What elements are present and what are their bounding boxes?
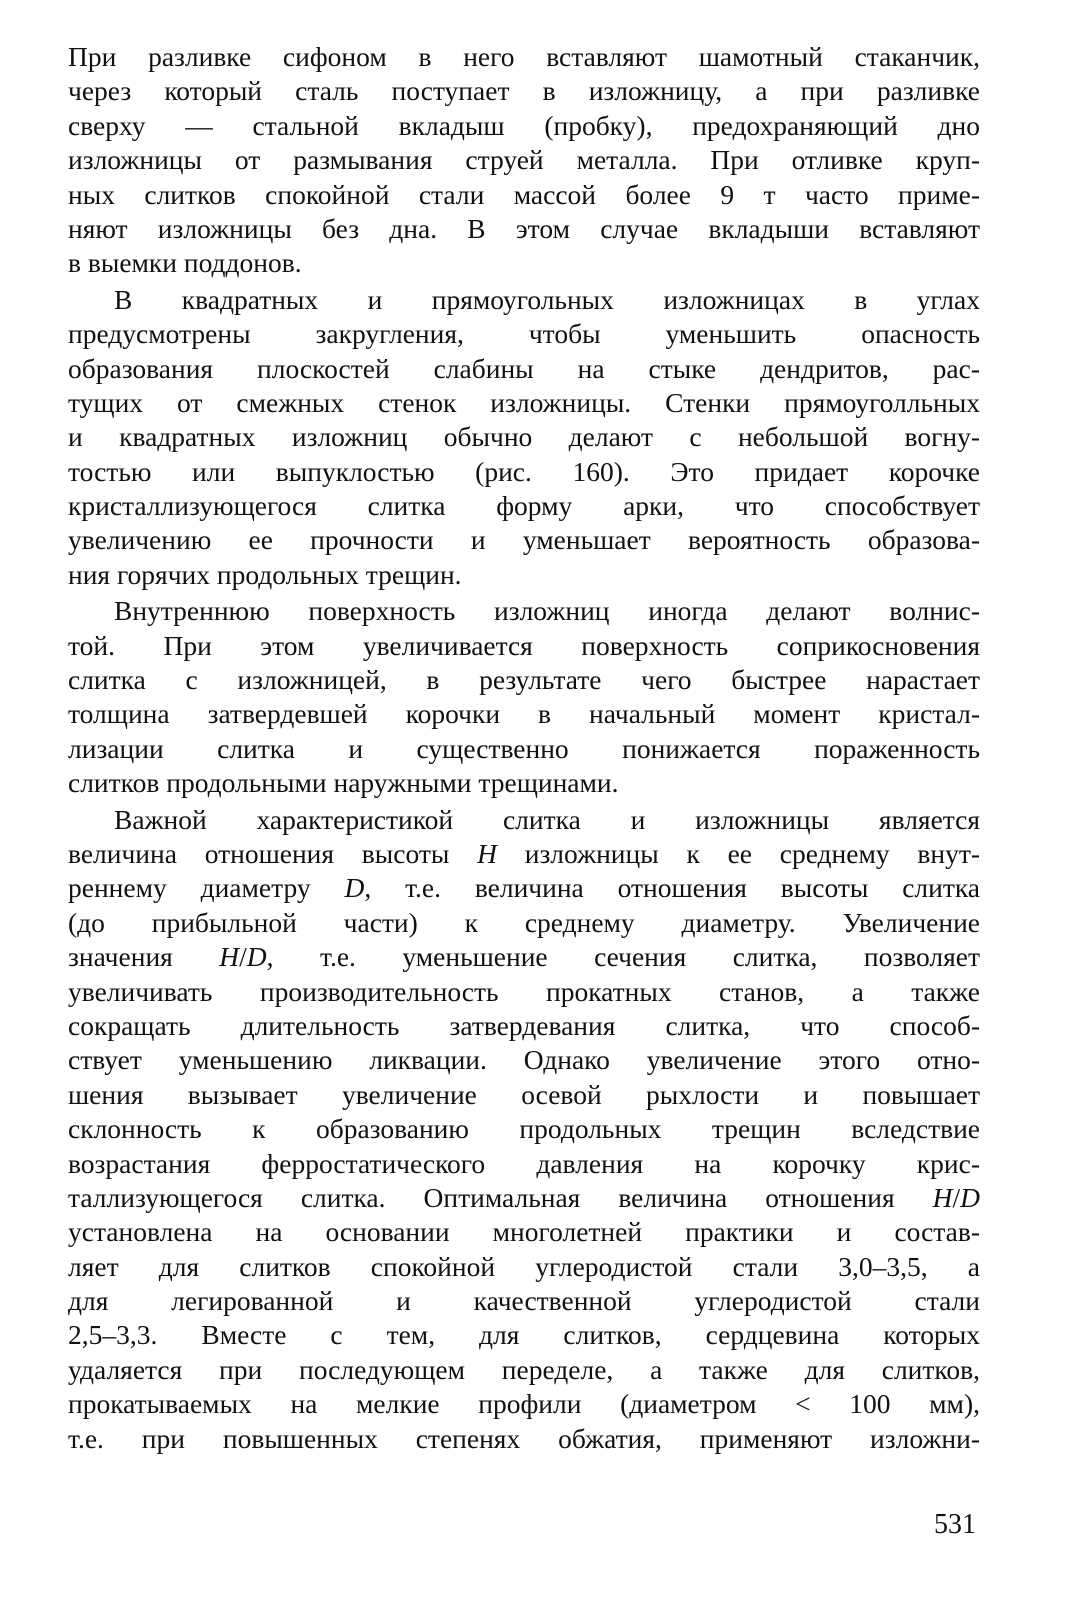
text-line: установлена на основании многолетней практики и состав- [68,1216,980,1248]
text-line: для легированной и качественной углеродистой стали [68,1285,980,1317]
page-body [68,40,980,1458]
text-line: ных слитков спокойной стали массой более 9 т часто приме- [68,178,980,210]
text-line: няют изложницы без дна. В этом случае вкладыши вставляют [68,212,980,244]
paragraph-1 [68,40,980,281]
text-line: и квадратных изложниц обычно делают с небольшой вогну- [68,421,980,453]
text-line: в выемки поддонов. [68,247,302,279]
text-line: значения H/D, т.е. уменьшение сечения слитка, позволяет [68,941,980,973]
text-line: сокращать длительность затвердевания слитка, что способ- [68,1009,980,1041]
text-line: слитка с изложницей, в результате чего быстрее нарастает [68,664,980,696]
text-line: При разливке сифоном в него вставляют шамотный стаканчик, [68,41,980,72]
text-line: удаляется при последующем переделе, а также для слитков, [68,1353,980,1385]
paragraph-2 [68,283,980,593]
text-line: той. При этом увеличивается поверхность соприкосновения [68,629,980,661]
text-line: увеличению ее прочности и уменьшает вероятность образова- [68,524,980,556]
text-line: Важной характеристикой слитка и изложницы является [114,803,980,835]
text-line: склонность к образованию продольных трещин вследствие [68,1113,980,1145]
text-line: слитков продольными наружными трещинами. [68,767,619,799]
text-line: 2,5–3,3. Вместе с тем, для слитков, сердцевина которых [68,1319,980,1351]
text-line: предусмотрены закругления, чтобы уменьшить опасность [68,318,980,350]
text-line: таллизующегося слитка. Оптимальная величина отношения H/D [68,1181,980,1213]
text-line: т.е. при повышенных степенях обжатия, применяют изложни- [68,1422,980,1454]
text-line: шения вызывает увеличение осевой рыхлости и повышает [68,1078,980,1110]
text-line: лизации слитка и существенно понижается пораженность [68,732,980,764]
text-line: через который сталь поступает в изложницу, а при разливке [68,75,980,107]
text-line: увеличивать производительность прокатных станов, а также [68,975,980,1007]
text-line: реннему диаметру D, т.е. величина отношения высоты слитка [68,872,980,904]
text-line: (до прибыльной части) к среднему диаметру. Увеличение [68,906,980,938]
text-line: ния горячих продольных трещин. [68,558,462,590]
text-line: В квадратных и прямоугольных изложницах в углах [114,283,980,315]
text-line: тостью или выпуклостью (рис. 160). Это придает корочке [68,455,980,487]
text-line: кристаллизующегося слитка форму арки, что способствует [68,490,980,522]
paragraph-4 [68,803,980,1456]
text-line: ствует уменьшению ликвации. Однако увеличение этого отно- [68,1044,980,1076]
text-line: образования плоскостей слабины на стыке дендритов, рас- [68,352,980,384]
text-line: Внутреннюю поверхность изложниц иногда делают волнис- [114,595,980,627]
text-line: толщина затвердевшей корочки в начальный момент кристал- [68,698,980,730]
page-number: 531 [934,1509,976,1540]
text-line: возрастания ферростатического давления на корочку крис- [68,1147,980,1179]
paragraph-3 [68,594,980,800]
text-line: сверху — стальной вкладыш (пробку), предохраняющий дно [68,109,980,141]
text-line: прокатываемых на мелкие профили (диаметром < 100 мм), [68,1388,980,1420]
text-line: изложницы от размывания струей металла. При отливке круп- [68,144,980,176]
text-line: ляет для слитков спокойной углеродистой стали 3,0–3,5, а [68,1250,980,1282]
text-line: величина отношения высоты H изложницы к ее среднему внут- [68,837,980,869]
text-line: тущих от смежных стенок изложницы. Стенки прямоуголльных [68,386,980,418]
